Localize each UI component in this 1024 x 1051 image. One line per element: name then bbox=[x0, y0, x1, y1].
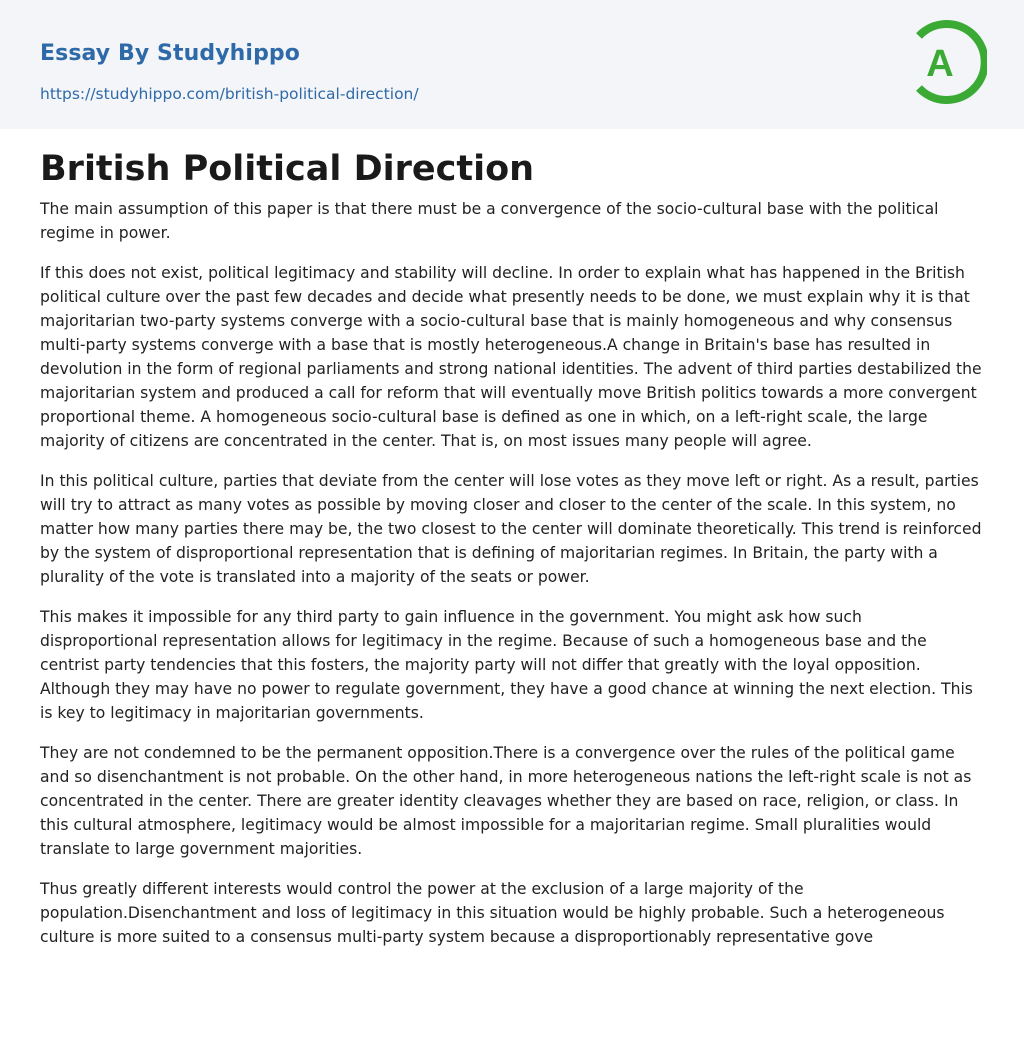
page-url-link[interactable]: https://studyhippo.com/british-political-direction/ bbox=[40, 85, 419, 103]
logo-letter: A bbox=[926, 43, 954, 85]
studyhippo-logo-icon[interactable] bbox=[911, 18, 987, 106]
paragraph: If this does not exist, political legitimacy and stability will decline. In order to explain what has happened in the British political culture over the past few decades and decide what presently needs to be done, we must explain why it is that majoritarian two-party systems converge with a socio-cultural base that is mainly homogeneous and why consensus multi-party systems converge with a base that is mostly heterogeneous.A change in Britain's base has resulted in devolution in the form of regional parliaments and strong national identities. The advent of third parties destabilized the majoritarian system and produced a call for reform that will eventually move British politics towards a more convergent proportional theme. A homogeneous socio-cultural base is defined as one in which, on a left-right scale, the large majority of citizens are concentrated in the center. That is, on most issues many people will agree. bbox=[40, 264, 982, 450]
paragraph: Thus greatly different interests would control the power at the exclusion of a large majority of the population.Disenchantment and loss of legitimacy in this situation would be highly probable. Such a heterogeneous culture is more suited to a consensus multi-party system because a disproportionably representative gove bbox=[40, 880, 945, 946]
brand-title[interactable]: Essay By Studyhippo bbox=[40, 41, 300, 66]
article bbox=[0, 129, 1024, 949]
paragraph: In this political culture, parties that deviate from the center will lose votes as they move left or right. As a result, parties will try to attract as many votes as possible by moving closer and closer to the center of the scale. In this system, no matter how many parties there may be, the two closest to the center will dominate theoretically. This trend is reinforced by the system of disproportional representation that is defining of majoritarian regimes. In Britain, the party with a plurality of the vote is translated into a majority of the seats or power. bbox=[40, 472, 982, 586]
paragraph: This makes it impossible for any third party to gain influence in the government. You might ask how such disproportional representation allows for legitimacy in the regime. Because of such a homogeneous base and the centrist party tendencies that this fosters, the majority party will not differ that greatly with the loyal opposition. Although they may have no power to regulate government, they have a good chance at winning the next election. This is key to legitimacy in majoritarian governments. bbox=[40, 608, 973, 722]
paragraph: They are not condemned to be the permanent opposition.There is a convergence over the rules of the political game and so disenchantment is not probable. On the other hand, in more heterogeneous nations the left-right scale is not as concentrated in the center. There are greater identity cleavages whether they are based on race, religion, or class. In this cultural atmosphere, legitimacy would be almost impossible for a majoritarian regime. Small pluralities would translate to large government majorities. bbox=[40, 744, 972, 858]
page-title: British Political Direction bbox=[40, 149, 535, 189]
paragraph: The main assumption of this paper is that there must be a convergence of the socio-cultural base with the political regime in power. bbox=[40, 200, 939, 242]
site-header bbox=[0, 0, 1024, 129]
